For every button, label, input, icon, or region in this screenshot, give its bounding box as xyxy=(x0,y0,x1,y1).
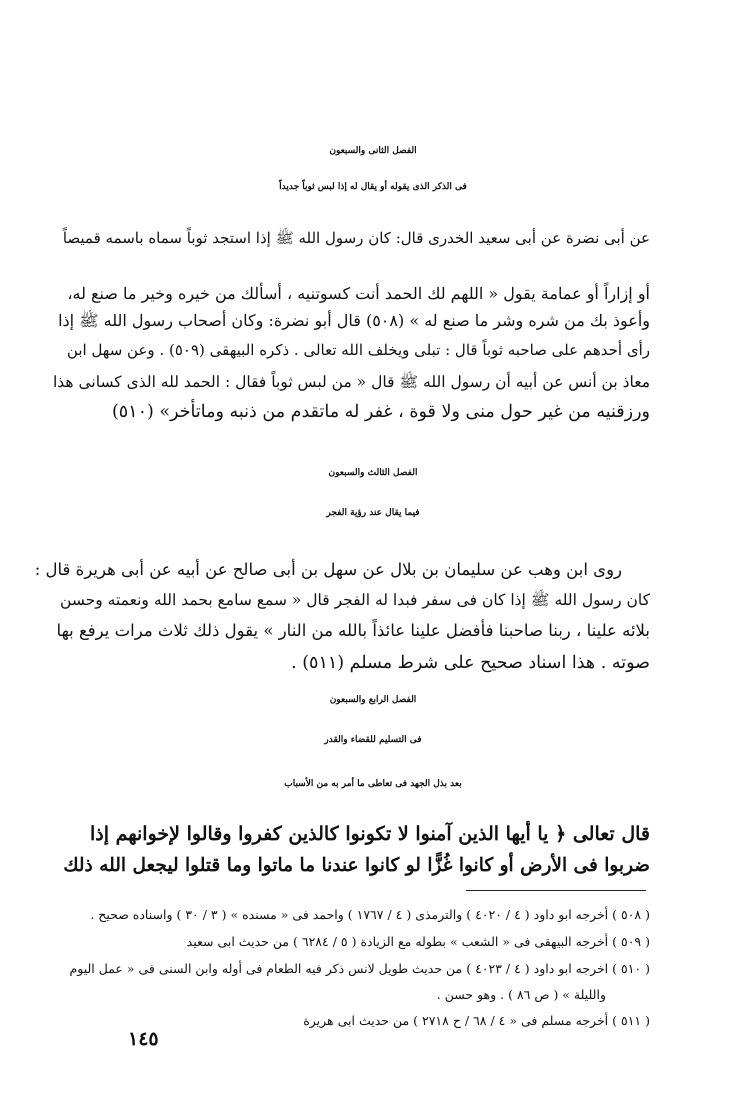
paragraph-line: كان رسول الله ﷺ إذا كان فى سفر فبدا له الفجر قال « سمع سامع بحمد الله ونعمته وحسن xyxy=(60,591,650,609)
paragraph-line: روى ابن وهب عن سليمان بن بلال عن سهل بن أبى صالح عن أبيه عن أبى هريرة قال : xyxy=(34,560,622,579)
paragraph-line: عن أبى نضرة عن أبى سعيد الخدرى قال: كان رسول الله ﷺ إذا استجد ثوباً سماه باسمه قميصاً xyxy=(62,229,650,247)
footnote-divider xyxy=(466,890,646,891)
paragraph-line: رأى أحدهم على صاحبه ثوباً قال : تبلى ويخلف الله تعالى . ذكره البيهقى (٥٠٩) . وعن سهل ابن xyxy=(66,341,650,359)
chapter-73-title: الفصل الثالث والسبعون xyxy=(328,468,418,478)
paragraph-line: ورزقنيه من غير حول منى ولا قوة ، غفر له ماتقدم من ذنبه وماتأخر» (٥١٠) xyxy=(111,402,650,422)
paragraph-line: بلائه علينا ، ربنا صاحبنا فأفضل علينا عائذاً بالله من النار » يقول ذلك ثلاث مرات يرفع بها xyxy=(56,621,650,640)
chapter-72-subtitle: فى الذكر الذى يقوله أو يقال له إذا لبس ثوباً جديداً xyxy=(279,182,467,192)
chapter-74-title: الفصل الرابع والسبعون xyxy=(329,695,417,705)
page-number: ١٤٥ xyxy=(128,1028,159,1050)
footnote-511: ( ٥١١ ) أخرجه مسلم فى « ٤ / ٦٨ / ح ٢٧١٨ ) من حديث ابى هريرة xyxy=(303,1013,650,1028)
chapter-74-subtitle-1: فى التسليم للقضاء والقدر xyxy=(324,735,422,745)
chapter-73-subtitle: فيما يقال عند رؤية الفجر xyxy=(326,508,420,518)
quran-verse-line: قال تعالى ﴿ يا أيها الذين آمنوا لا تكونوا كالذين كفروا وقالوا لإخوانهم إذا xyxy=(89,823,650,845)
footnote-509: ( ٥٠٩ ) أخرجه البيهقى فى « الشعب » بطوله مع الزيادة ( ٥ / ٦٢٨٤ ) من حديث ابى سعيد xyxy=(186,934,650,949)
paragraph-line: أو إزاراً أو عمامة يقول « اللهم لك الحمد أنت كسوتنيه ، أسألك من خيره وخير ما صنع له، xyxy=(67,284,650,303)
footnote-510-continued: والليلة » ( ص ٨٦ ) . وهو حسن . xyxy=(436,987,606,1002)
chapter-72-title: الفصل الثانى والسبعون xyxy=(329,146,417,156)
paragraph-line: وأعوذ بك من شره وشر ما صنع له » (٥٠٨) قال أبو نضرة: وكان أصحاب رسول الله ﷺ إذا xyxy=(58,311,650,330)
footnote-508: ( ٥٠٨ ) أخرجه ابو داود ( ٤ / ٤٠٢٠ ) والترمذى ( ٤ / ١٧٦٧ ) واحمد فى « مسنده » ( ٣ / ٣٠ ) واسناده صحيح . xyxy=(90,907,650,922)
quran-verse-line: ضربوا فى الأرض أو كانوا غُزًّا لو كانوا عندنا ما ماتوا وما قتلوا ليجعل الله ذلك xyxy=(63,855,650,876)
footnote-510: ( ٥١٠ ) اخرجه ابو داود ( ٤ / ٤٠٢٣ ) من حديث طويل لانس ذكر فيه الطعام فى أوله وابن السنى فى « عمل اليوم xyxy=(69,961,650,976)
paragraph-line: معاذ بن أنس عن أبيه أن رسول الله ﷺ قال « من لبس ثوباً فقال : الحمد لله الذى كسانى هذا xyxy=(52,373,650,391)
paragraph-line: صوته . هذا اسناد صحيح على شرط مسلم (٥١١) . xyxy=(291,653,650,673)
chapter-74-subtitle-2: بعد بذل الجهد فى تعاطى ما أمر به من الأسباب xyxy=(284,779,462,789)
